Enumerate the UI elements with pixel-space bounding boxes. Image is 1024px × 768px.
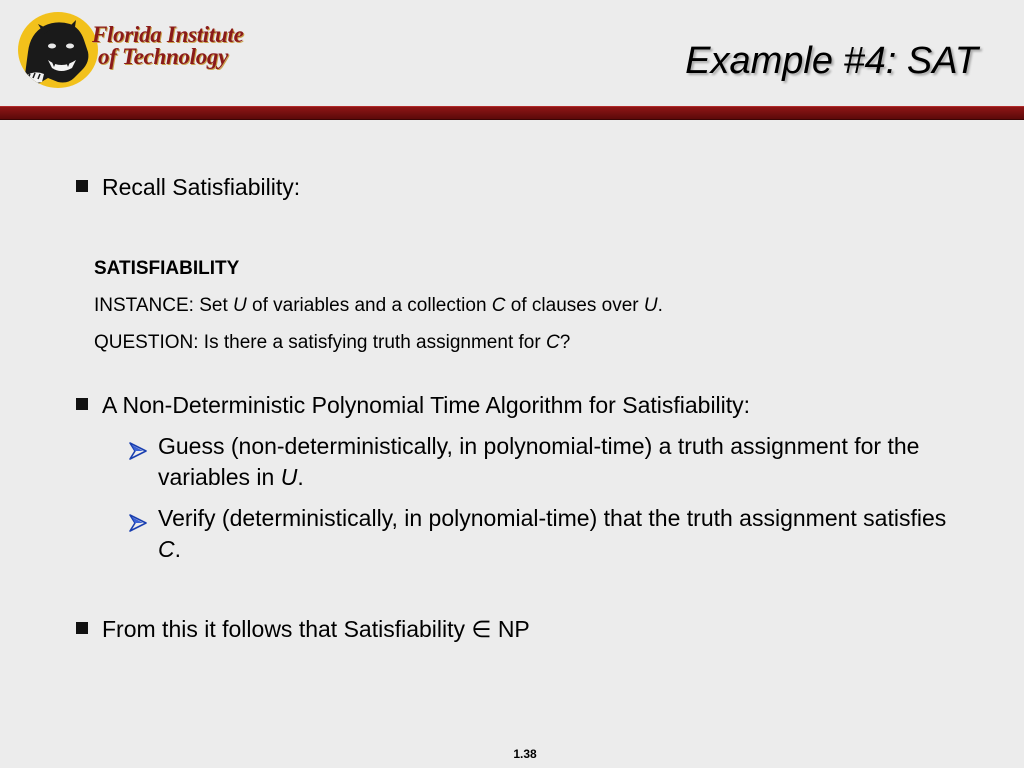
instance-text: of variables and a collection	[246, 295, 492, 316]
university-logo	[18, 10, 258, 90]
arrow-bullet-icon	[128, 509, 158, 540]
square-bullet-icon	[76, 180, 88, 192]
sub-bullet-text-part: .	[297, 464, 304, 490]
logo-wordmark	[92, 24, 243, 68]
square-bullet-icon	[76, 622, 88, 634]
instance-label: INSTANCE:	[94, 295, 194, 316]
variable-c: C	[545, 332, 560, 353]
question-text: ?	[559, 332, 571, 353]
bullet-np-algorithm	[76, 390, 750, 420]
problem-definition	[94, 250, 663, 361]
problem-instance	[94, 287, 663, 324]
variable-c: C	[491, 295, 506, 316]
logo-line-2: of Technology	[98, 44, 229, 69]
slide-title: Example #4: SAT	[685, 40, 978, 82]
variable-c: C	[158, 536, 175, 562]
problem-question	[94, 324, 663, 361]
square-bullet-icon	[76, 398, 88, 410]
logo-line-1: Florida Institute	[92, 22, 244, 47]
question-label: QUESTION:	[94, 332, 199, 353]
bullet-recall	[76, 172, 300, 202]
question-text: Is there a satisfying truth assignment for	[198, 332, 546, 353]
panther-logo-icon	[18, 12, 98, 88]
instance-text: Set	[193, 295, 234, 316]
sub-bullet-verify	[128, 503, 948, 565]
sub-bullet-text	[158, 431, 948, 493]
page-number: 1.38	[513, 747, 537, 761]
problem-name: SATISFIABILITY	[94, 258, 240, 279]
header-divider-bar	[0, 106, 1024, 120]
bullet-text: Recall Satisfiability:	[102, 174, 301, 200]
instance-text: .	[657, 295, 663, 316]
sub-bullet-text-part: Verify (deterministically, in polynomial-time) that the truth assignment satisfies	[158, 505, 947, 531]
bullet-text: From this it follows that Satisfiability ∈ NP	[102, 616, 530, 642]
variable-u: U	[643, 295, 658, 316]
bullet-text: A Non-Deterministic Polynomial Time Algorithm for Satisfiability:	[102, 392, 751, 418]
sub-bullet-text	[158, 503, 948, 565]
arrow-bullet-icon	[128, 437, 158, 468]
variable-u: U	[280, 464, 298, 490]
variable-u: U	[233, 295, 247, 316]
sub-bullet-text-part: Guess (non-deterministically, in polynomial-time) a truth assignment for the variables in	[158, 433, 920, 490]
instance-text: of clauses over	[505, 295, 644, 316]
sub-bullet-guess	[128, 431, 948, 493]
sub-bullet-text-part: .	[174, 536, 182, 562]
bullet-conclusion	[76, 614, 530, 644]
